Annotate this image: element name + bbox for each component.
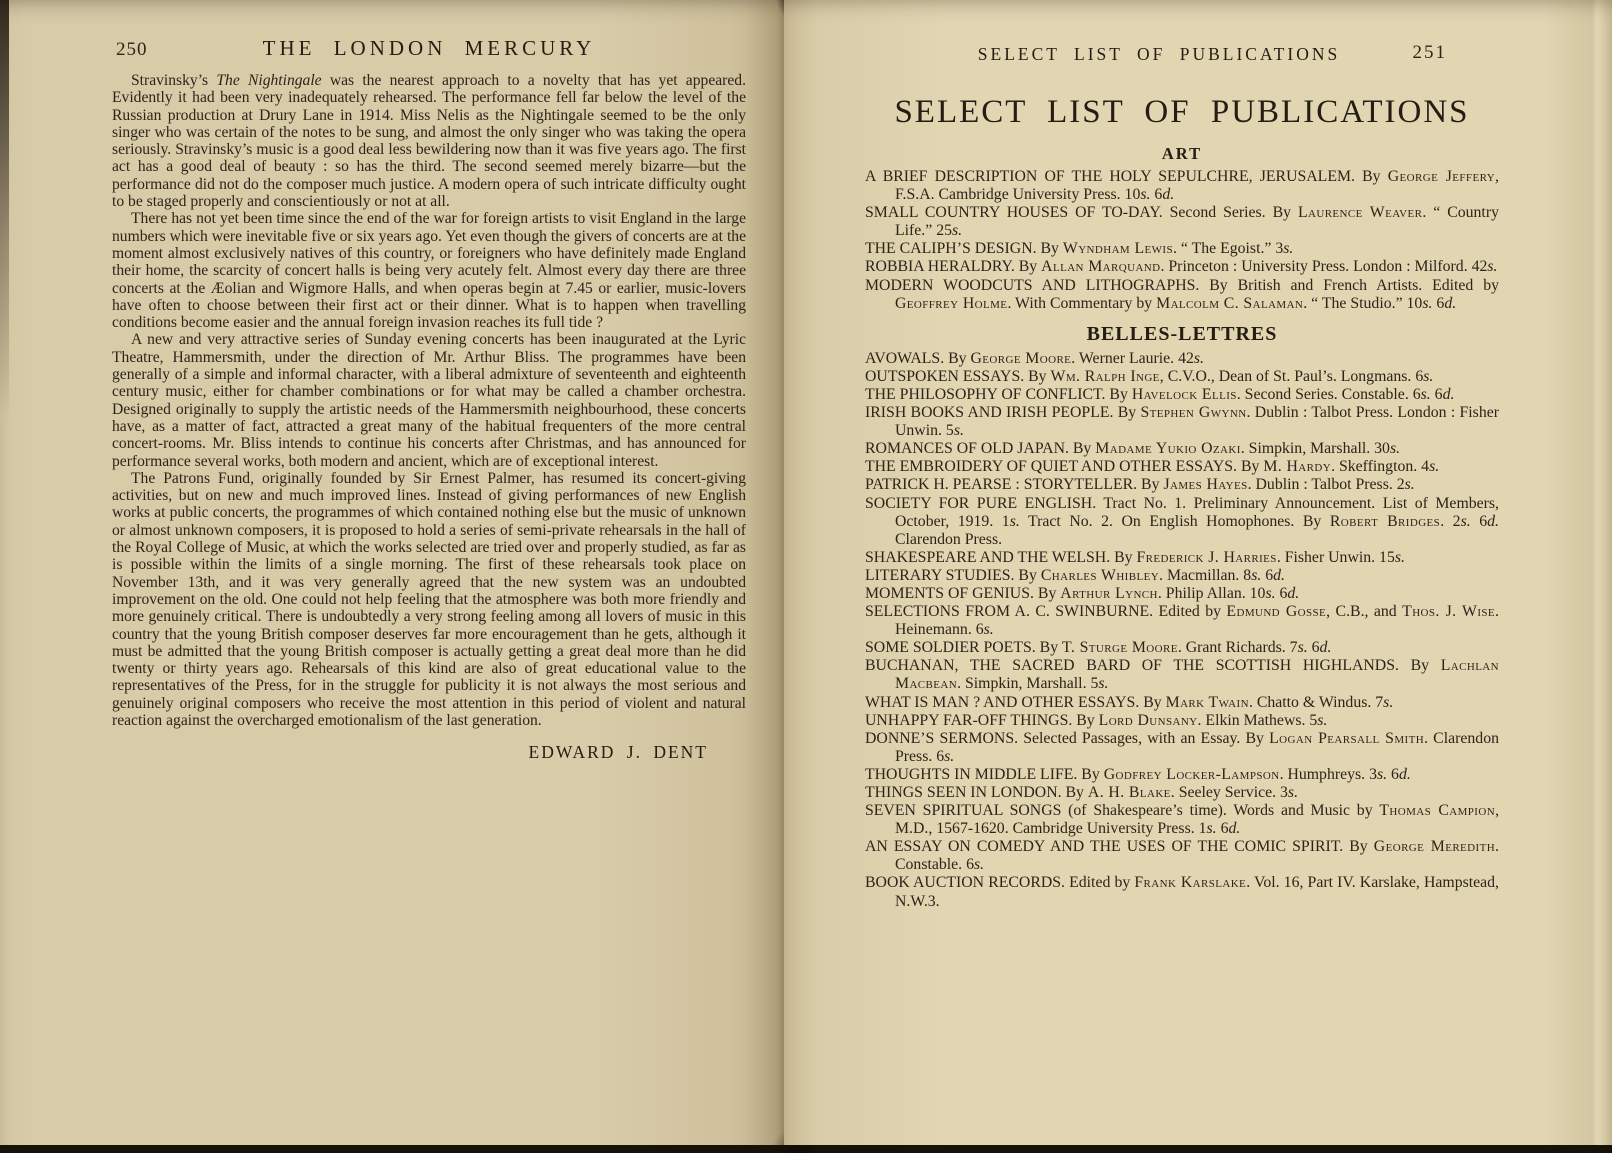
publication-entry: OUTSPOKEN ESSAYS. By Wm. Ralph Inge, C.V.O., Dean of St. Paul’s. Longmans. 6s. bbox=[865, 367, 1434, 385]
body-paragraph: There has not yet been time since the end of the war for foreign artists to visit England in the large numbers which were inevitable five or six years ago. Yet even though the givers of concerts are at the moment almost exclusively natives of this country, or foreigners who have definitely made England their home, the scarcity of concert halls is being very acutely felt. Almost every day there are three concerts at the Æolian and Wigmore Halls, and when operas begin at 7.45 or earlier, music-lovers have often to choose between their first act or their dinner. What is to happen when travelling conditions become easier and the annual foreign invasion reaches its full tide ? bbox=[112, 210, 746, 332]
publication-entry: THINGS SEEN IN LONDON. By A. H. Blake. Seeley Service. 3s. bbox=[865, 784, 1299, 801]
left-text-column bbox=[112, 0, 746, 763]
left-page-body bbox=[112, 72, 746, 729]
publication-entry: WHAT IS MAN ? AND OTHER ESSAYS. By Mark Twain. Chatto & Windus. 7s. bbox=[865, 693, 1394, 711]
right-page-header bbox=[865, 44, 1499, 70]
publication-entry: SHAKESPEARE AND THE WELSH. By Frederick J. Harries. Fisher Unwin. 15s. bbox=[865, 548, 1405, 566]
publication-entry: A BRIEF DESCRIPTION OF THE HOLY SEPULCHRE, JERUSALEM. By George Jeffery, F.S.A. Cambridge University Press. 10s. 6d. bbox=[865, 168, 1499, 204]
publication-entry: DONNE’S SERMONS. Selected Passages, with an Essay. By Logan Pearsall Smith. Clarendon Press. 6s. bbox=[865, 729, 1499, 765]
publication-entry: BOOK AUCTION RECORDS. Edited by Frank Karslake. Vol. 16, Part IV. Karslake, Hampstead, N.W.3. bbox=[865, 874, 1500, 910]
publication-entry: SELECTIONS FROM A. C. SWINBURNE. Edited by Edmund Gosse, C.B., and Thos. J. Wise. Heinemann. 6s. bbox=[865, 603, 1499, 639]
body-paragraph: Stravinsky’s The Nightingale was the nearest approach to a novelty that has yet appeared. Evidently it had been very inadequately rehearsed. The performance fell far below the level of the Russian production at Drury Lane in 1914. Miss Nelis as the Nightingale seemed to be the only singer who was certain of the notes to be sung, and almost the only singer who was taking the opera seriously. Stravinsky’s music is a good deal less bewildering now than it was five years ago. The first act has a good deal of beauty : so has the third. The second seemed merely bizarre—but the performance did not do the composer much justice. A modern opera of such intricate difficulty ought to be staged properly and conscientiously or not at all. bbox=[112, 72, 746, 211]
publication-entry: THOUGHTS IN MIDDLE LIFE. By Godfrey Locker-Lampson. Humphreys. 3s. 6d. bbox=[865, 765, 1411, 783]
publication-entry: AN ESSAY ON COMEDY AND THE USES OF THE COMIC SPIRIT. By George Meredith. Constable. 6s. bbox=[865, 838, 1499, 874]
section-heading: BELLES-LETTRES bbox=[1086, 322, 1278, 345]
publication-entry: MOMENTS OF GENIUS. By Arthur Lynch. Philip Allan. 10s. 6d. bbox=[865, 584, 1300, 602]
publication-entry: AVOWALS. By George Moore. Werner Laurie. 42s. bbox=[865, 349, 1204, 367]
right-page bbox=[784, 0, 1612, 1145]
publication-entry: LITERARY STUDIES. By Charles Whibley. Macmillan. 8s. 6d. bbox=[865, 566, 1286, 584]
author-signature: EDWARD J. DENT bbox=[528, 742, 708, 763]
publication-entry: SMALL COUNTRY HOUSES OF TO-DAY. Second Series. By Laurence Weaver. “ Country Life.” 25s. bbox=[865, 204, 1499, 240]
publication-entry: SOME SOLDIER POETS. By T. Sturge Moore. Grant Richards. 7s. 6d. bbox=[865, 639, 1332, 657]
left-running-head: THE LONDON MERCURY bbox=[262, 36, 596, 60]
publication-entry: BUCHANAN, THE SACRED BARD OF THE SCOTTISH HIGHLANDS. By Lachlan Macbean. Simpkin, Marshall. 5s. bbox=[865, 657, 1499, 693]
publication-entry: THE CALIPH’S DESIGN. By Wyndham Lewis. “ The Egoist.” 3s. bbox=[865, 240, 1294, 258]
publication-entry: SOCIETY FOR PURE ENGLISH. Tract No. 1. Preliminary Announcement. List of Members, October, 1919. 1s. Tract No. 2. On English Homophones. By Robert Bridges. 2s. 6d. Clarendon Press. bbox=[865, 494, 1499, 548]
publication-entry: MODERN WOODCUTS AND LITHOGRAPHS. By British and French Artists. Edited by Geoffrey Holme. With Commentary by Malcolm C. Salaman. “ The Studio.” 10s. 6d. bbox=[865, 276, 1499, 312]
page-title: SELECT LIST OF PUBLICATIONS bbox=[894, 94, 1470, 130]
left-page bbox=[0, 0, 784, 1145]
left-page-number: 250 bbox=[116, 39, 148, 60]
book-left-edge bbox=[0, 0, 9, 420]
publication-entry: THE PHILOSOPHY OF CONFLICT. By Havelock Ellis. Second Series. Constable. 6s. 6d. bbox=[865, 385, 1455, 403]
publication-entry: PATRICK H. PEARSE : STORYTELLER. By James Hayes. Dublin : Talbot Press. 2s. bbox=[865, 476, 1415, 494]
publication-entry: SEVEN SPIRITUAL SONGS (of Shakespeare’s time). Words and Music by Thomas Campion, M.D., 1567-1620. Cambridge University Press. 1s. 6d. bbox=[865, 802, 1500, 838]
right-text-column bbox=[865, 0, 1499, 911]
right-page-number: 251 bbox=[1412, 42, 1447, 63]
publication-entry: ROMANCES OF OLD JAPAN. By Madame Yukio Ozaki. Simpkin, Marshall. 30s. bbox=[865, 440, 1401, 458]
publication-sections bbox=[865, 144, 1499, 911]
body-paragraph: The Patrons Fund, originally founded by Sir Ernest Palmer, has resumed its concert-giving activities, but on new and much improved lines. Instead of giving performances of new English works at public concerts, the programmes of which contained nothing else but the music of unknown or almost unknown composers, it is proposed to hold a series of semi-private rehearsals in the hall of the Royal College of Music, at which the works selected are tried over and properly studied, as far as is possible within the limits of a single morning. The first of these rehearsals took place on November 13th, and it was very generally agreed that the new system was an undoubted improvement on the old. One could not help feeling that the atmosphere was both more friendly and more genuinely critical. There is undoubtedly a very strong feeling among all lovers of music in this country that the young British composer deserves far more encouragement than he gets, although it must be admitted that the young British composer is actually getting a great deal more than he did twenty or thirty years ago. Rehearsals of this kind are also of great educational value to the representatives of the Press, for in the struggle for publicity it is not always the most serious and genuinely original composers who receive the most attention in this period of violent and natural reaction against the overcharged emotionalism of the last generation. bbox=[112, 469, 746, 729]
section-heading: ART bbox=[1161, 144, 1203, 163]
right-running-head: SELECT LIST OF PUBLICATIONS bbox=[977, 44, 1341, 64]
publication-entry: UNHAPPY FAR-OFF THINGS. By Lord Dunsany. Elkin Mathews. 5s. bbox=[865, 711, 1328, 729]
publication-entry: THE EMBROIDERY OF QUIET AND OTHER ESSAYS. By M. Hardy. Skeffington. 4s. bbox=[865, 458, 1440, 476]
publication-entry: ROBBIA HERALDRY. By Allan Marquand. Princeton : University Press. London : Milford. 42s. bbox=[865, 258, 1498, 276]
publication-entry: IRISH BOOKS AND IRISH PEOPLE. By Stephen Gwynn. Dublin : Talbot Press. London : Fisher Unwin. 5s. bbox=[865, 404, 1499, 440]
body-paragraph: A new and very attractive series of Sunday evening concerts has been inaugurated at the Lyric Theatre, Hammersmith, under the direction of Mr. Arthur Bliss. The programmes have been generally of a simple and informal character, with a liberal admixture of seventeenth and eighteenth century music, either for chamber combinations or for what may be called a chamber orchestra. Designed originally to supply the artistic needs of the Hammersmith neighbourhood, these concerts have, as a matter of fact, attracted a great many of the habitual frequenters of the more central concert-rooms. Mr. Bliss intends to continue his concerts after Christmas, and has announced for performance several works, both modern and ancient, which are of exceptional interest. bbox=[112, 331, 746, 470]
left-page-header bbox=[112, 36, 746, 66]
